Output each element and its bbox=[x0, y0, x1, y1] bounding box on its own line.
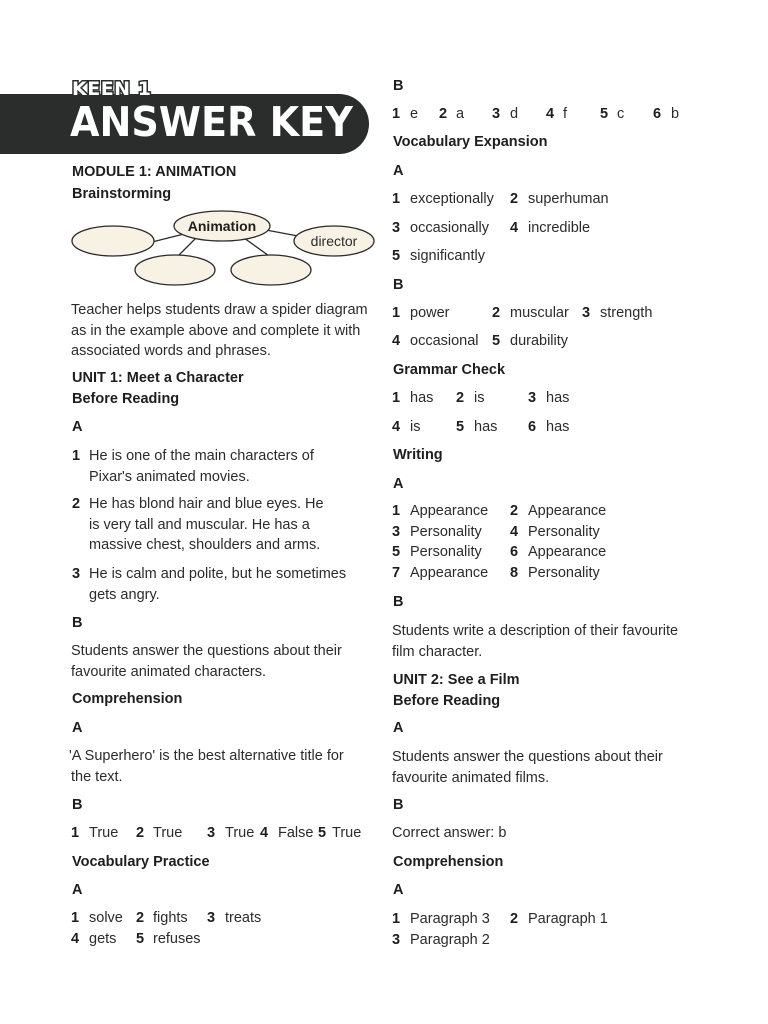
exercise-label-a: A bbox=[393, 720, 404, 736]
exercise-label-a: A bbox=[72, 720, 83, 736]
diagram-center-label: Animation bbox=[187, 218, 257, 234]
section-heading-brainstorming: Brainstorming bbox=[72, 186, 172, 202]
grammar-check-answers: 1 has 2 is 3 has 4 is 5 has 6 has bbox=[392, 390, 570, 435]
exercise-label-b: B bbox=[72, 797, 83, 813]
diagram-note: Teacher helps students draw a spider diagram as in the example above and complete it with associated words and phrases. bbox=[71, 302, 368, 359]
section-heading-grammar-check: Grammar Check bbox=[393, 362, 506, 378]
matching-answers: 1 e 2 a 3 d 4 f 5 c 6 b bbox=[392, 106, 680, 122]
true-false-answers: 1 True 2 True 3 True 4 False 5 True bbox=[71, 825, 362, 841]
diagram-node-label: director bbox=[310, 233, 358, 249]
exercise-label-a: A bbox=[393, 882, 404, 898]
exercise-label-a: A bbox=[393, 163, 404, 179]
module-title: MODULE 1: ANIMATION bbox=[72, 164, 237, 180]
vocabulary-expansion-a-answers: 1 exceptionally 2 superhuman 3 occasionally 4 incredible 5 significantly bbox=[392, 191, 609, 264]
section-heading-comprehension: Comprehension bbox=[393, 854, 504, 870]
answer-item: 3 He is calm and polite, but he sometimes gets angry. bbox=[72, 566, 347, 603]
exercise-label-b: B bbox=[393, 277, 404, 293]
comprehension-answers: 1 Paragraph 3 2 Paragraph 1 3 Paragraph 2 bbox=[392, 911, 608, 948]
exercise-label-b: B bbox=[393, 594, 404, 610]
answer-text: 'A Superhero' is the best alternative title for the text. bbox=[69, 748, 344, 785]
answer-text: Students answer the questions about their favourite animated films. bbox=[392, 749, 663, 786]
exercise-label-a: A bbox=[72, 419, 83, 435]
section-heading-vocabulary-practice: Vocabulary Practice bbox=[72, 854, 210, 870]
section-heading-writing: Writing bbox=[393, 447, 443, 463]
writing-a-answers: 1 Appearance 2 Appearance 3 Personality 4 Personality 5 Personality 6 Appearance 7 Appearance 8 Personality bbox=[392, 503, 607, 581]
answer-text: Students write a description of their favourite film character. bbox=[392, 623, 679, 660]
answer-item: 2 He has blond hair and blue eyes. He is very tall and muscular. He has a massive chest, shoulders and arms. bbox=[72, 496, 324, 553]
exercise-label-b: B bbox=[393, 78, 404, 94]
series-name: KEEN 1 bbox=[72, 78, 152, 100]
vocabulary-expansion-b-answers: 1 power 2 muscular 3 strength 4 occasional 5 durability bbox=[392, 305, 653, 349]
vocabulary-practice-answers: 1 solve 2 fights 3 treats 4 gets 5 refuses bbox=[71, 910, 262, 947]
unit2-heading: UNIT 2: See a Film Before Reading bbox=[393, 672, 520, 709]
exercise-label-b: B bbox=[72, 615, 83, 631]
answer-text: Students answer the questions about their favourite animated characters. bbox=[71, 643, 342, 680]
exercise-label-a: A bbox=[72, 882, 83, 898]
page-title: ANSWER KEY bbox=[70, 98, 353, 146]
answer-item: 1 He is one of the main characters of Pixar's animated movies. bbox=[72, 448, 314, 485]
section-heading-vocabulary-expansion: Vocabulary Expansion bbox=[393, 134, 548, 150]
answer-text: Correct answer: b bbox=[392, 825, 507, 841]
exercise-label-a: A bbox=[393, 476, 404, 492]
unit1-heading: UNIT 1: Meet a Character Before Reading bbox=[72, 370, 244, 407]
section-heading-comprehension: Comprehension bbox=[72, 691, 183, 707]
exercise-label-b: B bbox=[393, 797, 404, 813]
